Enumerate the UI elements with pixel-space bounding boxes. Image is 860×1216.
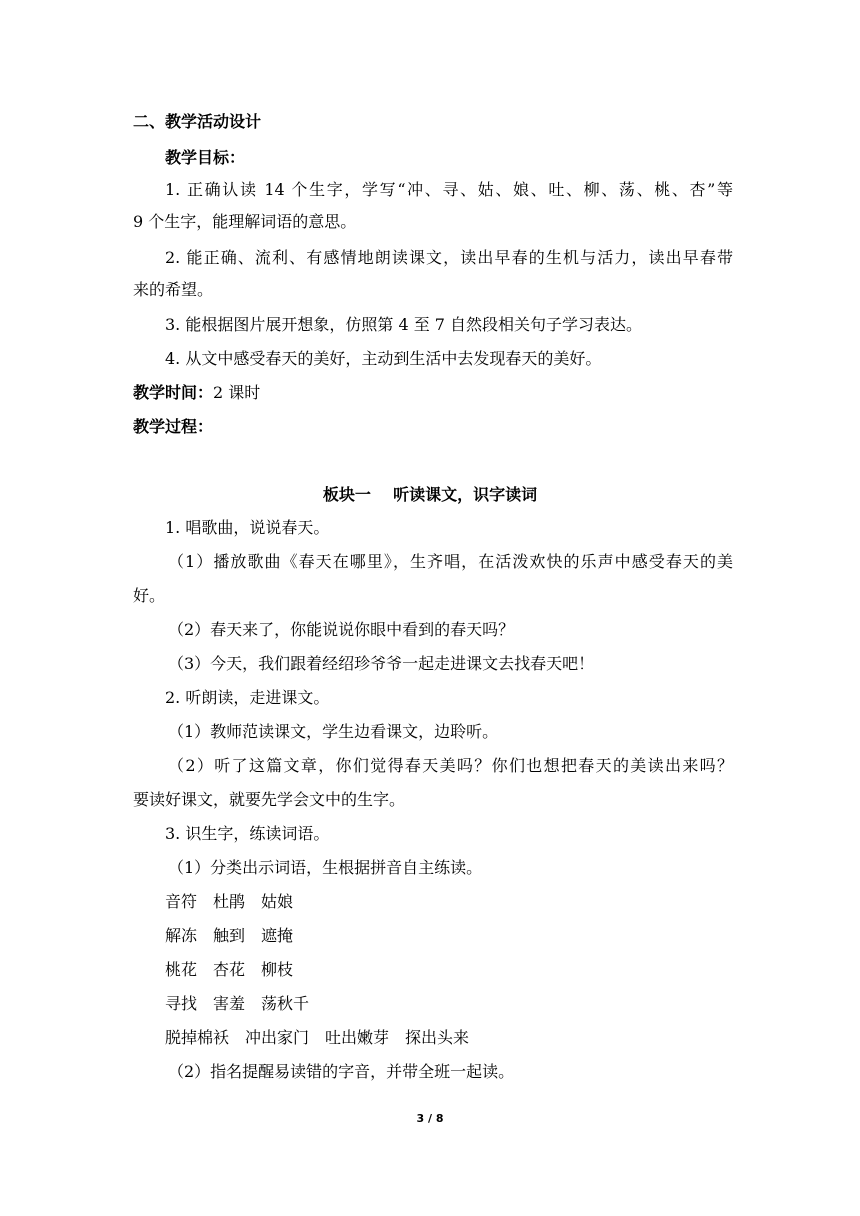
goal-1-line-2: 9 个生字，能理解词语的意思。: [133, 212, 357, 231]
word: 冲出家门: [245, 1028, 310, 1047]
step-2-2-line-1: （2）听了这篇文章，你们觉得春天美吗？你们也想把春天的美读出来吗？: [168, 756, 733, 775]
word-row-1: [165, 892, 765, 912]
step-3-2: （2）指名提醒易读错的字音，并带全班一起读。: [168, 1062, 515, 1081]
word: 遮掩: [261, 926, 294, 945]
word-row-2: [165, 926, 765, 946]
goals-label: 教学目标：: [165, 148, 246, 167]
section-heading: 二、教学活动设计: [133, 112, 262, 131]
step-3: 3. 识生字，练读词语。: [165, 824, 330, 843]
word: 杜鹃: [213, 892, 246, 911]
word: 荡秋千: [261, 994, 310, 1013]
word: 脱掉棉袄: [165, 1028, 230, 1047]
word-row-3: [165, 960, 765, 980]
teaching-time: [133, 383, 733, 403]
goal-4: 4. 从文中感受春天的美好，主动到生活中去发现春天的美好。: [165, 349, 602, 368]
word: 吐出嫩芽: [325, 1028, 390, 1047]
step-1-2: （2）春天来了，你能说说你眼中看到的春天吗？: [168, 620, 515, 639]
word: 杏花: [213, 960, 246, 979]
process-label: 教学过程：: [133, 417, 214, 436]
word: 解冻: [165, 926, 198, 945]
goal-2-line-2: 来的希望。: [133, 280, 214, 299]
step-3-1: （1）分类出示词语，生根据拼音自主练读。: [168, 858, 483, 877]
step-2: 2. 听朗读，走进课文。: [165, 688, 330, 707]
step-2-2-line-2: 要读好课文，就要先学会文中的生字。: [133, 790, 406, 809]
goal-2-line-1: 2. 能正确、流利、有感情地朗读课文，读出早春的生机与活力，读出早春带: [165, 248, 733, 267]
step-2-1: （1）教师范读课文，学生边看课文，边聆听。: [168, 722, 499, 741]
word: 姑娘: [261, 892, 294, 911]
step-1-1-line-1: （1）播放歌曲《春天在哪里》，生齐唱，在活泼欢快的乐声中感受春天的美: [168, 552, 733, 571]
step-1-3: （3）今天，我们跟着经绍珍爷爷一起走进课文去找春天吧！: [168, 654, 595, 673]
word: 音符: [165, 892, 198, 911]
word: 桃花: [165, 960, 198, 979]
word-row-4: [165, 994, 765, 1014]
step-1-1-line-2: 好。: [133, 586, 166, 605]
teaching-time-value: 2 课时: [213, 383, 261, 402]
word: 触到: [213, 926, 246, 945]
word: 害羞: [213, 994, 246, 1013]
word: 柳枝: [261, 960, 294, 979]
block-title: 板块一 听读课文，识字读词: [322, 485, 538, 504]
page-number: 3 / 8: [416, 1112, 444, 1125]
word-row-5: [165, 1028, 765, 1048]
step-1: 1. 唱歌曲，说说春天。: [165, 518, 330, 537]
goal-3: 3. 能根据图片展开想象，仿照第 4 至 7 自然段相关句子学习表达。: [165, 315, 643, 334]
teaching-time-label: 教学时间：: [133, 383, 214, 402]
word: 寻找: [165, 994, 198, 1013]
goal-1-line-1: 1. 正确认读 14 个生字，学写“冲、寻、姑、娘、吐、柳、荡、桃、杏”等: [165, 180, 733, 199]
word: 探出头来: [405, 1028, 470, 1047]
